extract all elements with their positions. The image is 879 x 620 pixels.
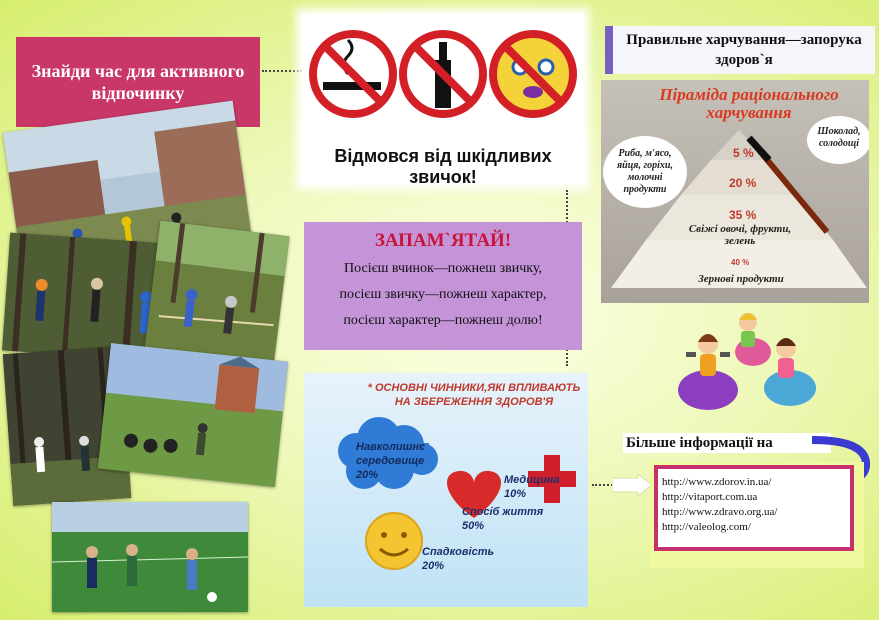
factor-medicine-label: Медицина xyxy=(504,474,560,486)
fitness-girls-illustration xyxy=(668,308,820,412)
factor-environment-label: Навколишнє середовище xyxy=(356,441,426,467)
remember-title-exclaim: ! xyxy=(504,230,512,251)
factor-lifestyle xyxy=(462,505,543,533)
remember-line-2: посієш звичку—пожнеш характер, xyxy=(339,287,547,302)
remember-line-1: Посієш вчинок—пожнеш звичку, xyxy=(344,261,542,276)
no-alcohol-icon xyxy=(403,34,483,114)
bad-habits-banner xyxy=(302,14,584,187)
pyramid-note-sweets: Шоколад, солодощі xyxy=(817,126,861,149)
pyramid-note-protein: Риба, м'ясо, яйця, горіхи, молочні продукти xyxy=(617,148,673,195)
pyramid-grain-label: Зернові продукти xyxy=(698,273,784,285)
remember-title xyxy=(304,230,582,252)
remember-title-text: ЗАПАМ`ЯТАЙ xyxy=(374,230,505,251)
factor-environment xyxy=(356,440,436,482)
factor-heredity xyxy=(422,545,494,573)
pyramid-title-line1: Піраміда раціонального xyxy=(659,85,839,104)
pyramid-pct-35: 35 % xyxy=(729,208,757,222)
photo-tug-of-war xyxy=(145,221,290,366)
link-valeolog[interactable]: http://valeolog.com/ xyxy=(662,521,751,533)
link-zdorov[interactable]: http://www.zdorov.in.ua/ xyxy=(662,476,772,488)
bad-habits-caption: Відмовся від шкідливих звичок! xyxy=(334,146,552,187)
pyramid-pct-20: 20 % xyxy=(729,176,757,190)
prohibition-signs xyxy=(308,22,578,132)
dotted-connector xyxy=(262,70,302,72)
factor-heredity-pct: 20% xyxy=(422,560,445,572)
remember-box xyxy=(304,222,582,350)
no-smoking-icon xyxy=(313,34,393,114)
more-info-title-text: Більше інформації на xyxy=(626,435,773,451)
more-info-title xyxy=(623,433,831,453)
active-rest-title-text: Знайди час для активного відпочинку xyxy=(31,60,245,103)
pyramid-pct-40: 40 % xyxy=(731,258,750,267)
factor-lifestyle-pct: 50% xyxy=(462,520,485,532)
health-factors-title: * ОСНОВНІ ЧИННИКИ,ЯКІ ВПЛИВАЮТЬ НА ЗБЕРЕЖЕННЯ ЗДОРОВ'Я xyxy=(367,382,581,408)
link-zdravo[interactable]: http://www.zdravo.org.ua/ xyxy=(662,506,778,518)
health-factors-infographic xyxy=(304,373,588,607)
links-box xyxy=(654,465,854,551)
photo-football xyxy=(52,502,248,612)
arrow-right-icon xyxy=(612,474,652,496)
pyramid-pct-5: 5 % xyxy=(733,146,754,160)
nutrition-title xyxy=(605,26,875,74)
smiley-icon xyxy=(366,513,422,569)
factor-lifestyle-label: Спосіб життя xyxy=(462,506,544,518)
link-vitaport[interactable]: http://vitaport.com.ua xyxy=(662,491,758,503)
photo-obstacle-course xyxy=(98,343,288,487)
food-pyramid xyxy=(601,80,869,303)
factor-medicine xyxy=(504,473,560,501)
remember-line-3: посієш характер—пожнеш долю! xyxy=(343,313,543,328)
nutrition-title-text: Правильне харчування—запорука здоров`я xyxy=(626,32,862,68)
pyramid-title-line2: харчування xyxy=(706,103,792,122)
no-drugs-icon xyxy=(493,34,573,114)
pyramid-veg-label: Свіжі овочі, фрукти, зелень xyxy=(688,223,792,247)
factor-medicine-pct: 10% xyxy=(504,488,527,500)
factor-environment-pct: 20% xyxy=(356,469,379,481)
factor-heredity-label: Спадковість xyxy=(422,546,495,558)
